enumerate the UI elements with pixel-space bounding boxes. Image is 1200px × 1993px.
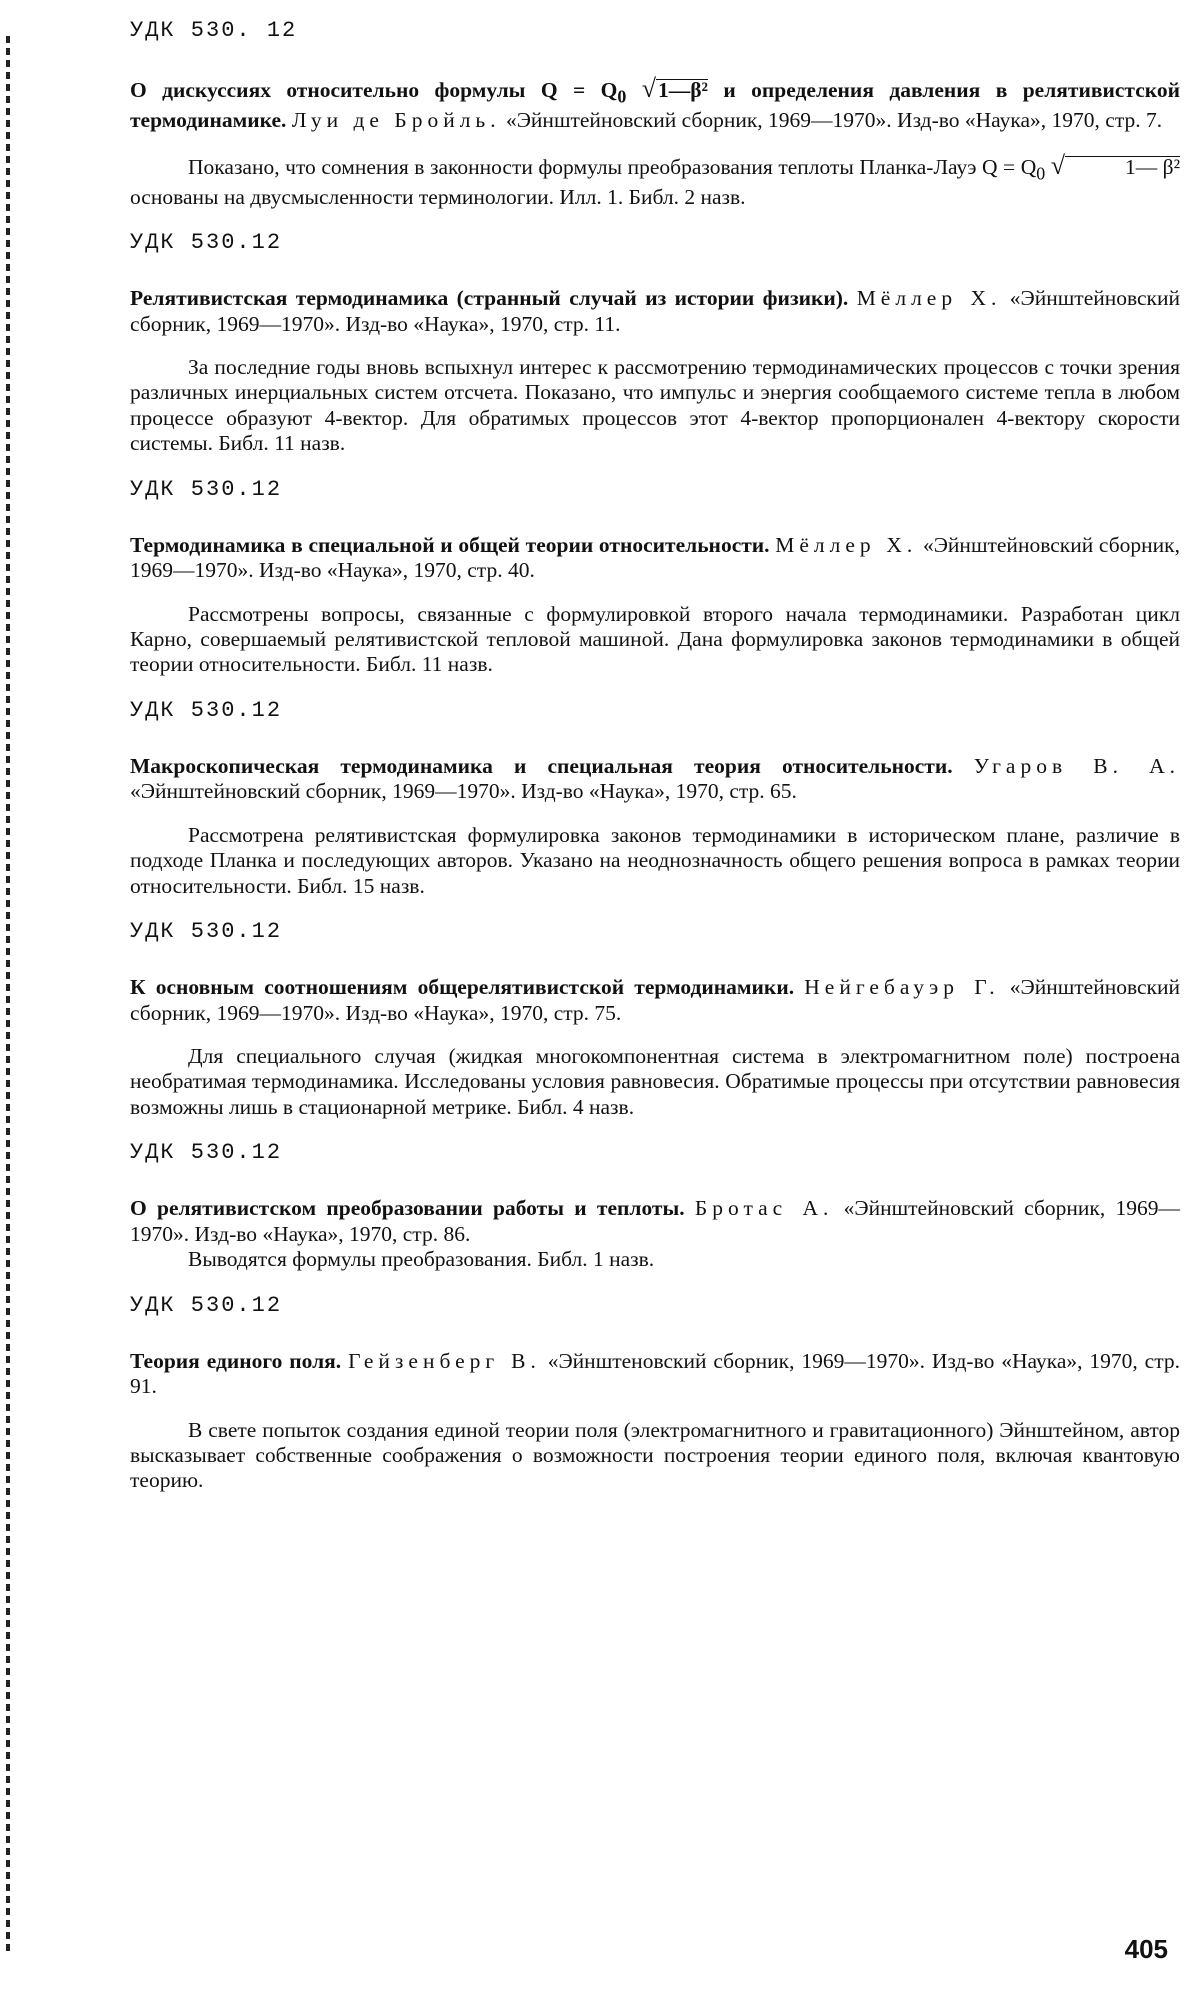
- abstract-entry: [130, 1140, 1180, 1272]
- entry-abstract: В свете попыток создания единой теории поля (электромагнитного и гравитационного) Эйнштейном, автор высказывает собственные соображения о возможности построения теории единого поля, включая квантовую теорию.: [130, 1417, 1180, 1493]
- entry-author: Угаров В. А.: [973, 754, 1180, 779]
- abstract-entry: [130, 698, 1180, 899]
- entry-author: Мёллер Х.: [856, 286, 1002, 311]
- entry-abstract: Для специального случая (жидкая многокомпонентная система в электромагнитном поле) построена необратимая термодинамика. Исследованы условия равновесия. Обратимые процессы при отсутствии равновесия возможны лишь в стационарной метрике. Библ. 4 назв.: [130, 1044, 1180, 1119]
- entry-source: «Эйнштейновский сборник, 1969—1970». Изд-во «Наука», 1970, стр. 86.: [130, 1196, 1180, 1246]
- entry-abstract: Рассмотрены вопросы, связанные с формулировкой второго начала термодинамики. Разработан цикл Карно, совершаемый релятивистской тепловой машиной. Дана формулировка законов термодинамики в общей теории относительности. Библ. 11 назв.: [130, 601, 1180, 677]
- entry-author: Луи де Бройль.: [291, 107, 501, 132]
- entry-author: Бротас А.: [694, 1196, 834, 1221]
- entry-title: Теория единого поля.: [130, 1348, 342, 1373]
- entry-title: Термодинамика в специальной и общей теории относительности.: [130, 532, 770, 557]
- abstract-entry: [130, 1293, 1180, 1494]
- entry-heading: [130, 286, 1180, 337]
- entry-abstract: Показано, что сомнения в законности формулы преобразования теплоты Планка-Лауэ $Q = Q_0$ √ 1— β² основаны на двусмысленности терминологии. Илл. 1. Библ. 2 назв.: [130, 151, 1181, 209]
- entry-title: Релятивистская термодинамика (странный случай из истории физики).: [130, 286, 849, 311]
- entry-author: Гейзенберг В.: [348, 1348, 541, 1373]
- entry-source: «Эйнштейновский сборник, 1969—1970». Изд-во «Наука», 1970, стр. 7.: [505, 107, 1163, 132]
- page-cut-edge: [6, 36, 10, 1953]
- entry-title: О релятивистском преобразовании работы и теплоты.: [130, 1196, 685, 1221]
- entry-heading: [130, 975, 1180, 1026]
- document-page: [130, 18, 1180, 1514]
- entry-heading: [130, 74, 1180, 133]
- udk-code: УДК 530.12: [130, 476, 283, 502]
- entry-heading: [130, 1196, 1180, 1247]
- entry-source: «Эйнштеновский сборник, 1969—1970». Изд-во «Наука», 1970, стр. 91.: [130, 1348, 1181, 1399]
- entry-abstract: За последние годы вновь вспыхнул интерес к рассмотрению термодинамических процессов с точки зрения различных инерциальных систем отсчета. Показано, что импульс и энергия сообщаемого системе тепла в любом процессе образуют 4-вектор. Для обратимых процессов этот 4-вектор пропорционален 4-вектору скорости системы. Библ. 11 назв.: [130, 355, 1180, 456]
- entry-source: «Эйнштейновский сборник, 1969—1970». Изд-во «Наука», 1970, стр. 11.: [130, 286, 1181, 336]
- page-number: 405: [1124, 1934, 1168, 1964]
- udk-code: УДК 530.12: [130, 1140, 283, 1166]
- entry-source: «Эйнштейновский сборник, 1969—1970». Изд-во «Наука», 1970, стр. 75.: [130, 975, 1181, 1025]
- udk-code: УДК 530. 12: [130, 18, 298, 43]
- entry-abstract: Рассмотрена релятивистская формулировка законов термодинамики в историческом плане, различие в подходе Планка и последующих авторов. Указано на неоднозначность общего решения вопроса в рамках теории относительности. Библ. 15 назв.: [130, 822, 1180, 898]
- udk-code: УДК 530.12: [130, 918, 283, 944]
- entry-author: Мёллер Х.: [775, 532, 918, 557]
- entry-heading: [130, 1349, 1180, 1400]
- udk-code: УДК 530.12: [130, 229, 283, 255]
- entry-author: Нейгебауэр Г.: [804, 975, 1000, 1000]
- udk-code: УДК 530.12: [130, 1292, 283, 1318]
- entry-title: Макроскопическая термодинамика и специальная теория относительности.: [130, 754, 953, 779]
- entry-abstract: Выводятся формулы преобразования. Библ. 1 назв.: [188, 1247, 655, 1272]
- entry-heading: [130, 754, 1180, 805]
- abstract-entry: [130, 18, 1180, 210]
- entry-source: «Эйнштейновский сборник, 1969—1970». Изд-во «Наука», 1970, стр. 65.: [130, 779, 797, 804]
- udk-code: УДК 530.12: [130, 697, 283, 723]
- abstract-entry: [130, 477, 1180, 678]
- entry-heading: [130, 533, 1180, 584]
- entry-title: О дискуссиях относительно формулы $Q = Q_0$ √1—β² и определения давления в релятивистской термодинамике.: [130, 74, 1180, 132]
- entry-source: «Эйнштейновский сборник, 1969—1970». Изд-во «Наука», 1970, стр. 40.: [130, 532, 1180, 583]
- entry-title: К основным соотношениям общерелятивистской термодинамики.: [130, 975, 795, 1000]
- abstract-entry: [130, 919, 1180, 1120]
- abstract-entry: [130, 230, 1180, 457]
